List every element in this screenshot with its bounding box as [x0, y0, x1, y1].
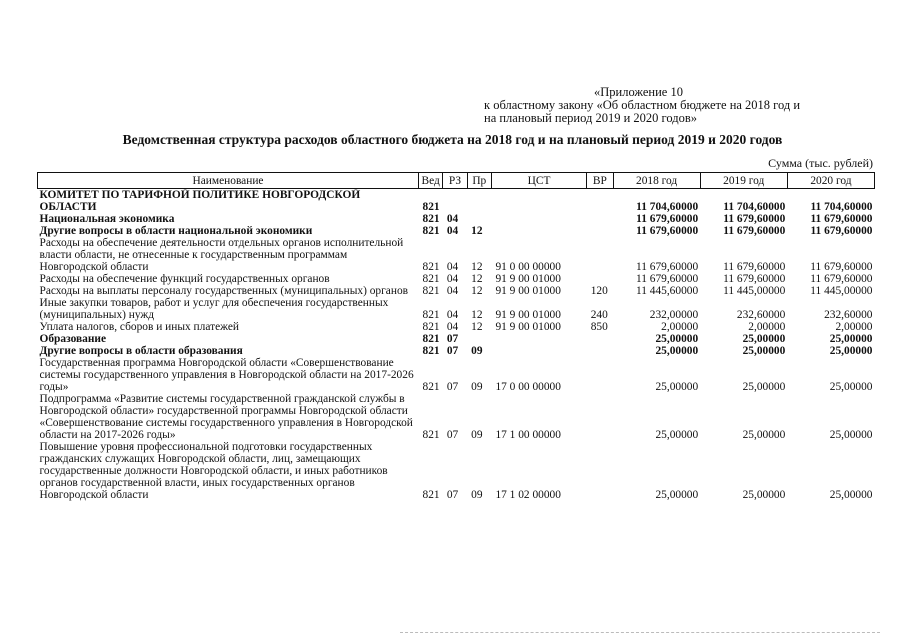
cell-rz: 04: [446, 285, 459, 297]
header-vr: ВР: [587, 173, 613, 189]
header-name: Наименование: [38, 173, 419, 189]
cell-cst: 91 9 00 01000: [495, 273, 561, 285]
cell-pr: 09: [471, 381, 483, 393]
appendix-number: «Приложение 10: [594, 85, 683, 99]
cell-y2019: 11 445,00000: [723, 285, 786, 297]
table-header-row: [38, 173, 875, 189]
cell-cst: [491, 225, 586, 237]
cell-y2020: 25,00000: [829, 489, 873, 501]
cell-rz: 07: [446, 333, 459, 345]
table-row: [38, 357, 875, 393]
cell-y2019: 232,60000: [736, 309, 786, 321]
cell-y2019: 11 679,60000: [723, 213, 786, 225]
cell-y2020: 11 679,60000: [810, 213, 873, 225]
cell-ved: 821: [422, 333, 440, 345]
cell-ved: 821: [422, 429, 440, 441]
cell-name: Другие вопросы в области национальной экономики: [39, 225, 313, 237]
cell-y2020: 11 679,60000: [810, 225, 873, 237]
cell-y2018: 11 445,60000: [635, 285, 699, 297]
table-row: [38, 297, 875, 321]
budget-table: [37, 172, 875, 501]
cell-rz: 04: [446, 213, 459, 225]
cell-name: Другие вопросы в области образования: [39, 345, 243, 357]
cell-y2020: 11 704,60000: [810, 201, 873, 213]
cell-y2018: 11 679,60000: [635, 273, 699, 285]
cell-y2019: 11 679,60000: [723, 273, 786, 285]
cell-cst: 91 0 00 00000: [495, 261, 561, 273]
cell-pr: 12: [471, 261, 483, 273]
cell-rz: [443, 189, 467, 214]
cell-cst: 91 9 00 01000: [495, 285, 561, 297]
cell-ved: 821: [422, 321, 440, 333]
cell-cst: 91 9 00 01000: [495, 321, 561, 333]
cell-name: Повышение уровня профессиональной подготовки государственных гражданских служащих Новгородской области, лиц, замещающих государственные должности Новгородской области, и иных работников органов государственной власти, иных государственных органов Новгородской области: [39, 441, 388, 501]
cell-y2018: 25,00000: [655, 333, 699, 345]
cell-y2019: 2,00000: [748, 321, 786, 333]
table-row: [38, 225, 875, 237]
cell-pr: [467, 213, 491, 225]
cell-ved: 821: [422, 345, 440, 357]
appendix-header: [484, 86, 894, 125]
cell-y2019: 11 679,60000: [723, 225, 786, 237]
cell-name: Расходы на обеспечение функций государственных органов: [39, 273, 330, 285]
table-body: [38, 189, 875, 502]
cell-ved: 821: [422, 285, 440, 297]
header-2018: 2018 год: [613, 173, 700, 189]
units-label: Сумма (тыс. рублей): [768, 156, 873, 170]
cell-y2020: 25,00000: [829, 345, 873, 357]
header-cst: ЦСТ: [491, 173, 586, 189]
cell-vr: [587, 189, 613, 214]
cell-vr: [587, 213, 613, 225]
table-row: [38, 285, 875, 297]
cell-pr: 09: [471, 345, 483, 357]
cell-cst: [491, 333, 586, 345]
cell-y2019: 25,00000: [742, 345, 786, 357]
cell-vr: [587, 393, 613, 441]
cell-vr: [587, 441, 613, 501]
cell-ved: 821: [422, 261, 440, 273]
table-row: [38, 393, 875, 441]
cell-y2020: 2,00000: [835, 321, 873, 333]
header-ved: Вед: [419, 173, 443, 189]
cell-y2020: 11 679,60000: [810, 273, 873, 285]
cell-vr: 240: [590, 309, 608, 321]
cell-y2020: 25,00000: [829, 333, 873, 345]
cell-ved: 821: [422, 225, 440, 237]
cell-pr: 09: [471, 429, 483, 441]
table-row: [38, 345, 875, 357]
cell-y2018: 25,00000: [655, 429, 699, 441]
cell-pr: 12: [471, 225, 483, 237]
cell-vr: [587, 333, 613, 345]
cell-ved: 821: [422, 213, 440, 225]
cell-y2020: 25,00000: [829, 381, 873, 393]
cell-name: Уплата налогов, сборов и иных платежей: [39, 321, 239, 333]
cell-y2018: 25,00000: [655, 489, 699, 501]
header-2020: 2020 год: [787, 173, 874, 189]
cell-pr: [467, 333, 491, 345]
cell-cst: [491, 345, 586, 357]
cell-rz: 07: [446, 345, 459, 357]
cell-y2018: 11 704,60000: [636, 201, 699, 213]
cell-vr: [587, 237, 613, 273]
table-row: [38, 189, 875, 214]
cell-cst: [491, 213, 586, 225]
cell-y2018: 25,00000: [655, 345, 699, 357]
table-row: [38, 237, 875, 273]
cell-y2018: 25,00000: [655, 381, 699, 393]
cell-ved: 821: [422, 381, 440, 393]
cell-cst: [491, 189, 586, 214]
cell-ved: 821: [422, 201, 440, 213]
cell-pr: 09: [471, 489, 483, 501]
cell-y2019: 11 704,60000: [723, 201, 786, 213]
cell-rz: 04: [446, 321, 459, 333]
cell-pr: 12: [471, 309, 483, 321]
cell-vr: 850: [590, 321, 608, 333]
appendix-law-reference: к областному закону «Об областном бюджете на 2018 год и: [484, 98, 801, 112]
cell-rz: 07: [446, 489, 459, 501]
table-row: [38, 321, 875, 333]
cell-pr: 12: [471, 321, 483, 333]
header-rz: РЗ: [443, 173, 467, 189]
cell-ved: 821: [422, 489, 440, 501]
scan-artifact-line: [400, 632, 880, 635]
cell-rz: 07: [446, 429, 459, 441]
cell-rz: 04: [446, 225, 459, 237]
cell-pr: [467, 189, 491, 214]
cell-vr: [587, 273, 613, 285]
cell-name: Государственная программа Новгородской области «Совершенствование системы государственного управления в Новгородской области на 2017-2026 годы»: [39, 357, 414, 393]
header-2019: 2019 год: [700, 173, 787, 189]
cell-rz: 04: [446, 309, 459, 321]
cell-cst: 91 9 00 01000: [495, 309, 561, 321]
cell-y2020: 232,60000: [824, 309, 873, 321]
appendix-law-period: на плановый период 2019 и 2020 годов»: [484, 111, 697, 125]
cell-y2019: 25,00000: [742, 429, 786, 441]
cell-y2019: 25,00000: [742, 333, 786, 345]
document-title: Ведомственная структура расходов областного бюджета на 2018 год и на плановый период 2019 и 2020 годов: [122, 132, 783, 147]
cell-cst: 17 1 02 00000: [495, 489, 561, 501]
cell-y2019: 25,00000: [742, 381, 786, 393]
cell-pr: 12: [471, 285, 483, 297]
cell-y2019: 25,00000: [742, 489, 786, 501]
table-row: [38, 213, 875, 225]
cell-vr: [587, 345, 613, 357]
cell-y2020: 11 445,00000: [810, 285, 873, 297]
cell-y2019: 11 679,60000: [723, 261, 786, 273]
cell-name: Образование: [39, 333, 107, 345]
cell-ved: 821: [422, 273, 440, 285]
table-row: [38, 441, 875, 501]
cell-vr: 120: [590, 285, 608, 297]
table-row: [38, 273, 875, 285]
cell-vr: [587, 357, 613, 393]
cell-y2018: 11 679,60000: [635, 261, 699, 273]
cell-rz: 04: [446, 261, 459, 273]
cell-rz: 04: [446, 273, 459, 285]
cell-y2020: 25,00000: [829, 429, 873, 441]
cell-y2018: 11 679,60000: [636, 225, 699, 237]
cell-name: Расходы на обеспечение деятельности отдельных органов исполнительной власти области, не отнесенные к государственным программам Новгородской области: [39, 237, 404, 273]
cell-name: Подпрограмма «Развитие системы государственной гражданской службы в Новгородской области» государственной программы Новгородской области «Совершенствование системы государственного управления в Новгородской области на 2017-2026 годы»: [39, 393, 413, 441]
cell-y2018: 232,00000: [649, 309, 699, 321]
cell-y2020: 11 679,60000: [810, 261, 873, 273]
header-pr: Пр: [467, 173, 491, 189]
cell-y2018: 11 679,60000: [636, 213, 699, 225]
cell-vr: [587, 225, 613, 237]
cell-cst: 17 1 00 00000: [495, 429, 561, 441]
cell-name: Национальная экономика: [39, 213, 175, 225]
cell-pr: 12: [471, 273, 483, 285]
cell-ved: 821: [422, 309, 440, 321]
cell-y2018: 2,00000: [661, 321, 699, 333]
table-row: [38, 333, 875, 345]
cell-rz: 07: [446, 381, 459, 393]
cell-name: Иные закупки товаров, работ и услуг для обеспечения государственных (муниципальных) нужд: [39, 297, 389, 321]
cell-name: Расходы на выплаты персоналу государственных (муниципальных) органов: [39, 285, 409, 297]
cell-name: КОМИТЕТ ПО ТАРИФНОЙ ПОЛИТИКЕ НОВГОРОДСКОЙ ОБЛАСТИ: [39, 189, 361, 213]
cell-cst: 17 0 00 00000: [495, 381, 561, 393]
